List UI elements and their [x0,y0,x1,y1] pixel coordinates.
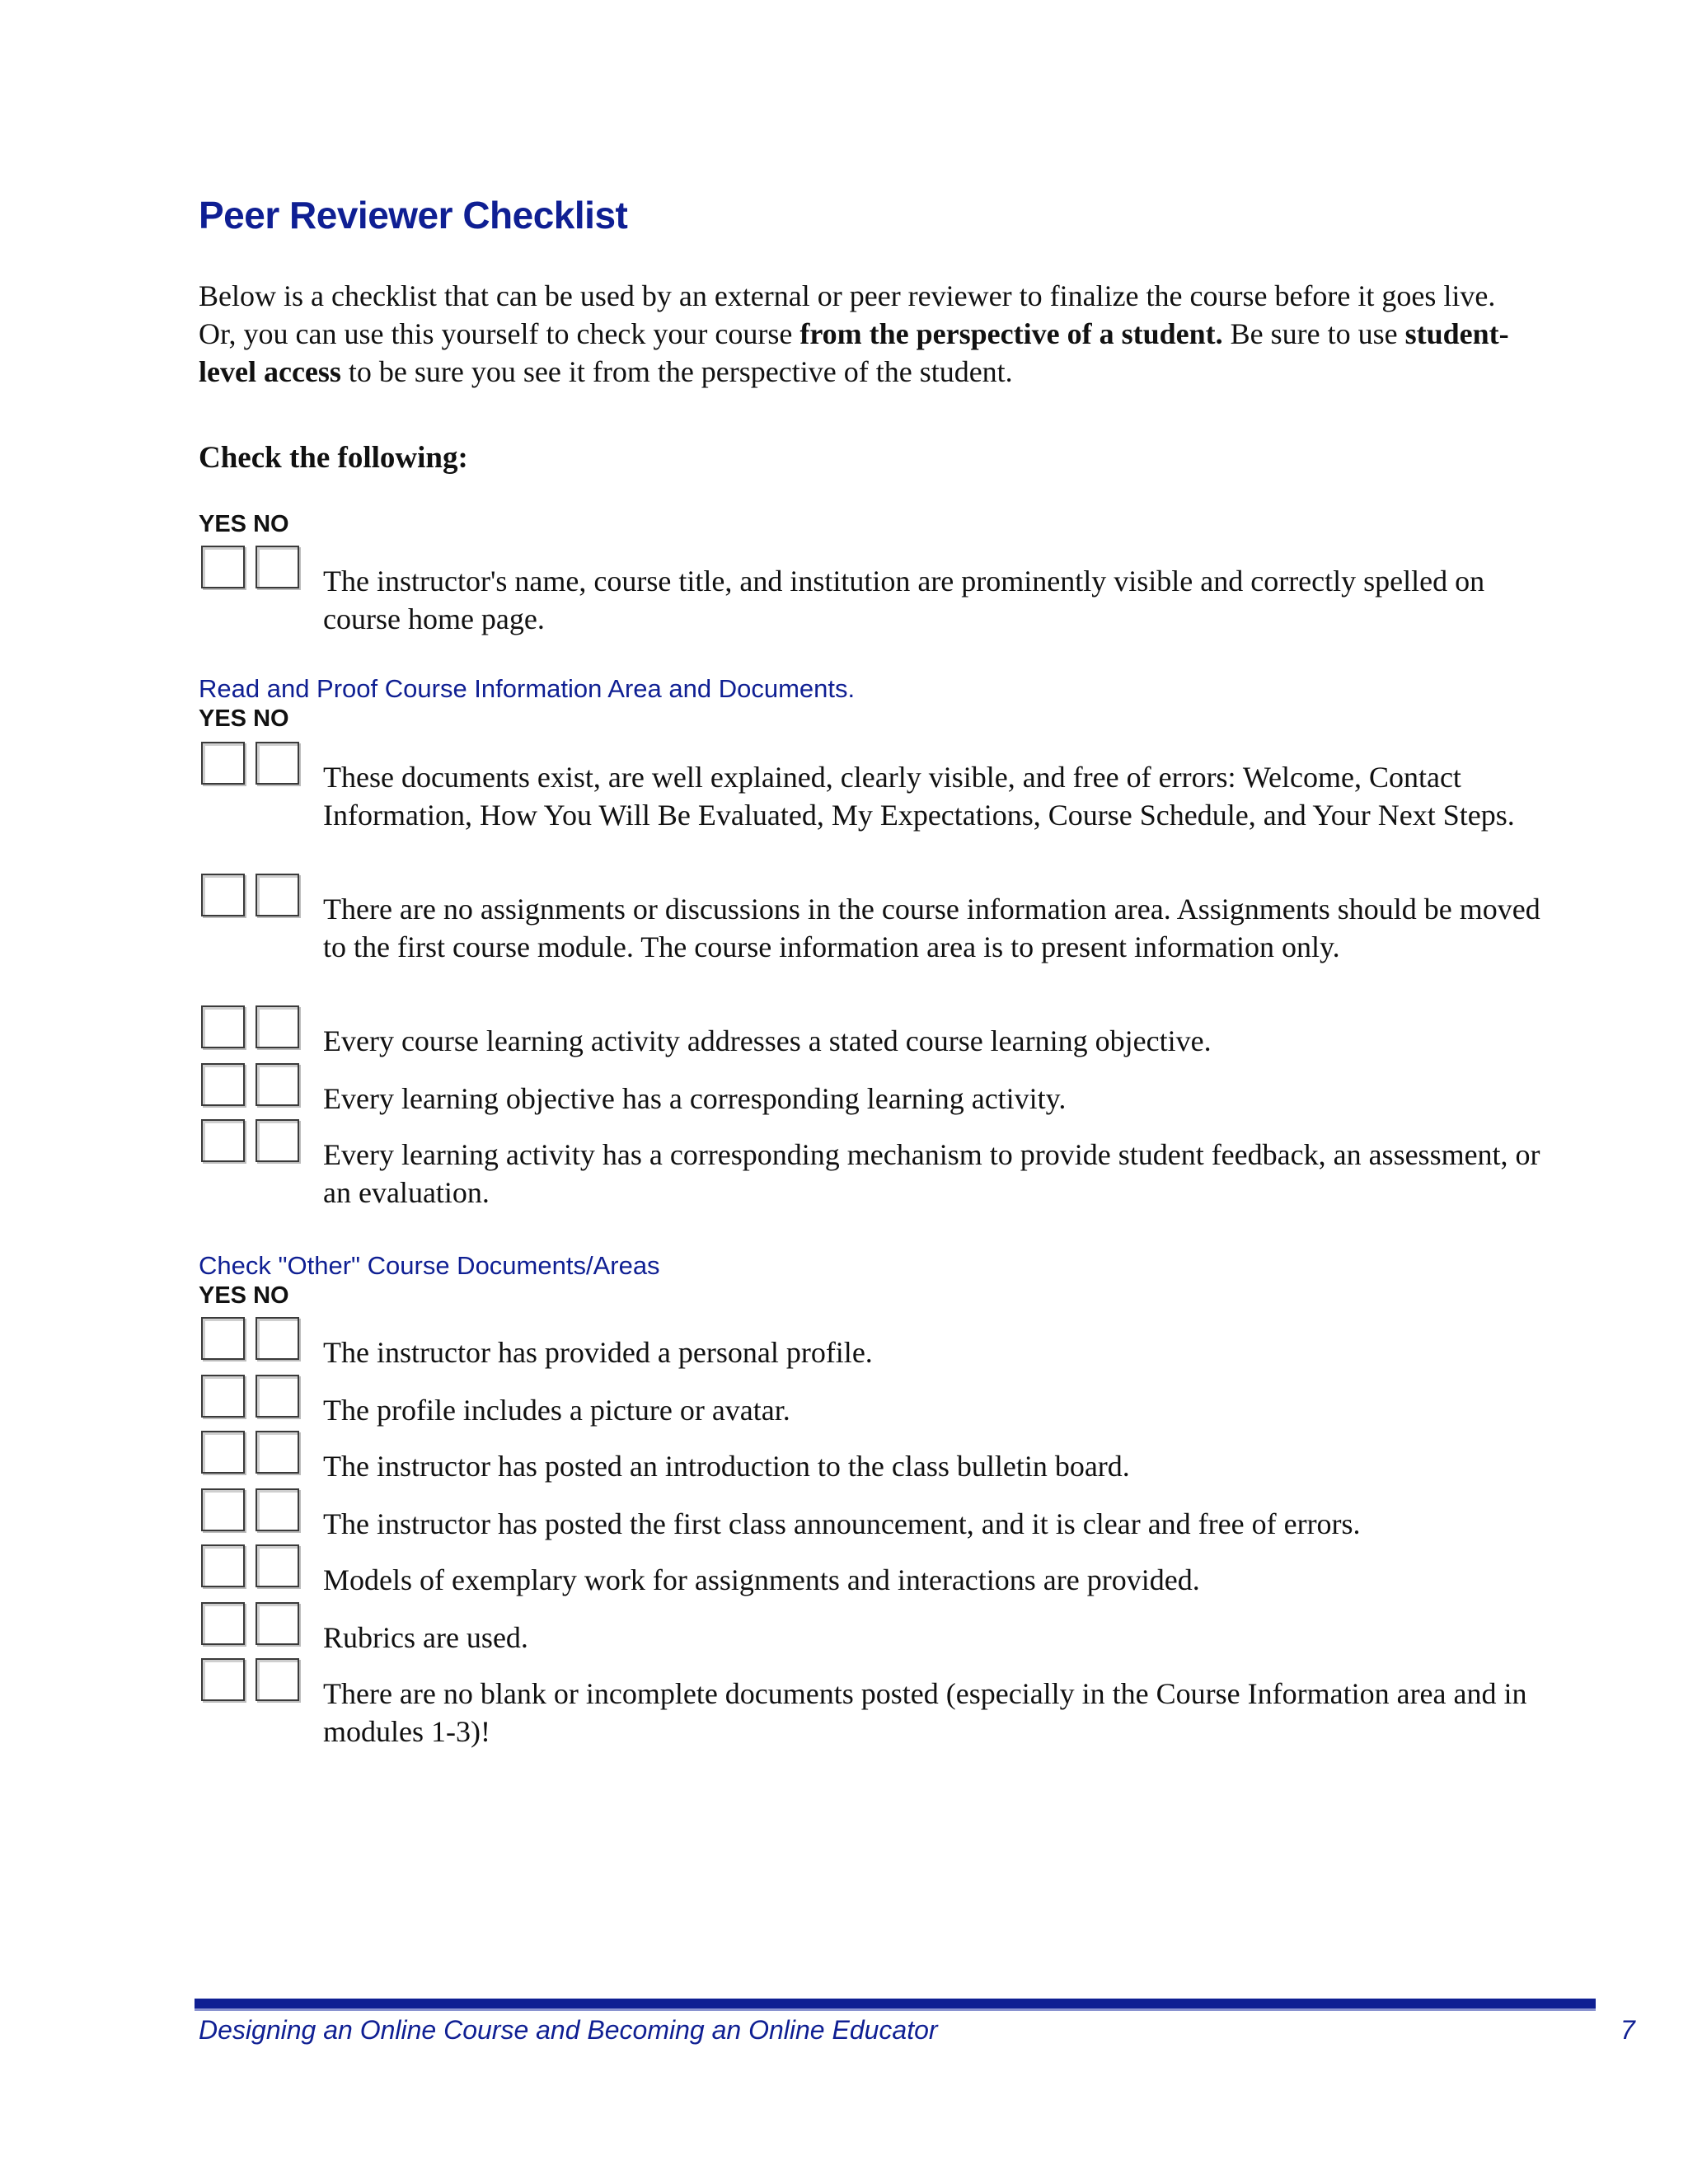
checklist-item: The profile includes a picture or avatar. [323,1394,790,1427]
checkbox-pair [201,1063,304,1109]
no-checkbox[interactable] [256,874,299,916]
yes-checkbox[interactable] [201,1063,245,1106]
checkbox-pair [201,1488,304,1535]
no-checkbox[interactable] [256,1658,299,1701]
checklist-item: Models of exemplary work for assignments and interactions are provided. [323,1563,1200,1596]
checkbox-pair [201,1544,304,1591]
no-checkbox[interactable] [256,1119,299,1162]
checkbox-pair [201,1602,304,1648]
checkbox-pair [201,742,304,788]
checklist-item: Every learning objective has a corresponding learning activity. [323,1082,1067,1115]
page-number: 7 [1620,2015,1635,2045]
yes-checkbox[interactable] [201,874,245,916]
yes-no-header: YES NO [199,1282,289,1309]
section-label-course-information: Read and Proof Course Information Area and Documents. [199,674,856,703]
yes-checkbox[interactable] [201,1488,245,1531]
checkbox-pair [201,1431,304,1477]
no-checkbox[interactable] [256,1317,299,1360]
no-checkbox[interactable] [256,1488,299,1531]
yes-checkbox[interactable] [201,742,245,785]
checkbox-pair [201,1119,304,1165]
checklist-item: These documents exist, are well explained, clearly visible, and free of errors: Welcome, Contact Information, How You Will Be Evaluated, My Expectations, Course Schedule, and Your Next Steps. [323,761,1515,832]
checklist-item: The instructor's name, course title, and institution are prominently visible and correctly spelled on course home page. [323,565,1485,635]
yes-checkbox[interactable] [201,1544,245,1587]
checklist-item: The instructor has posted the first class announcement, and it is clear and free of errors. [323,1507,1361,1540]
no-checkbox[interactable] [256,1375,299,1418]
yes-checkbox[interactable] [201,1375,245,1418]
checklist-item: Rubrics are used. [323,1621,528,1654]
section-label-other-documents: Check "Other" Course Documents/Areas [199,1251,660,1280]
checklist-item: The instructor has provided a personal profile. [323,1336,873,1369]
checklist-item: There are no blank or incomplete documents posted (especially in the Course Information area and in modules 1-3)! [323,1677,1527,1748]
page-title: Peer Reviewer Checklist [199,194,628,237]
checkbox-pair [201,546,304,592]
yes-checkbox[interactable] [201,1431,245,1474]
footer-rule [195,1999,1596,2011]
checkbox-pair [201,1375,304,1421]
checklist-item: There are no assignments or discussions in the course information area. Assignments should be moved to the first course module. The course information area is to present information only. [323,893,1540,963]
checklist-item: The instructor has posted an introduction to the class bulletin board. [323,1450,1130,1483]
check-heading: Check the following: [199,441,468,475]
no-checkbox[interactable] [256,1063,299,1106]
yes-no-header: YES NO [199,511,289,537]
checkbox-pair [201,1005,304,1052]
no-checkbox[interactable] [256,742,299,785]
no-checkbox[interactable] [256,1005,299,1048]
checkbox-pair [201,874,304,920]
yes-checkbox[interactable] [201,546,245,588]
yes-checkbox[interactable] [201,1005,245,1048]
yes-no-header: YES NO [199,705,289,732]
intro-text: Be sure to use [1222,317,1405,350]
intro-emphasis: student-level access [199,317,1509,388]
yes-checkbox[interactable] [201,1602,245,1645]
footer-title: Designing an Online Course and Becoming an Online Educator [199,2015,938,2045]
no-checkbox[interactable] [256,1602,299,1645]
checkbox-pair [201,1317,304,1363]
checklist-item: Every learning activity has a corresponding mechanism to provide student feedback, an assessment, or an evaluation. [323,1138,1540,1209]
yes-checkbox[interactable] [201,1317,245,1360]
intro-paragraph [199,277,1534,391]
checklist-item: Every course learning activity addresses a stated course learning objective. [323,1024,1212,1057]
intro-text: Below is a checklist that can be used by an external or peer reviewer to finalize the course before it goes live. Or, you can use this yourself to check your course [199,279,1496,350]
checkbox-pair [201,1658,304,1704]
no-checkbox[interactable] [256,546,299,588]
no-checkbox[interactable] [256,1544,299,1587]
no-checkbox[interactable] [256,1431,299,1474]
intro-emphasis: from the perspective of a student. [799,317,1223,350]
intro-text: to be sure you see it from the perspective of the student. [340,355,1013,388]
yes-checkbox[interactable] [201,1658,245,1701]
yes-checkbox[interactable] [201,1119,245,1162]
